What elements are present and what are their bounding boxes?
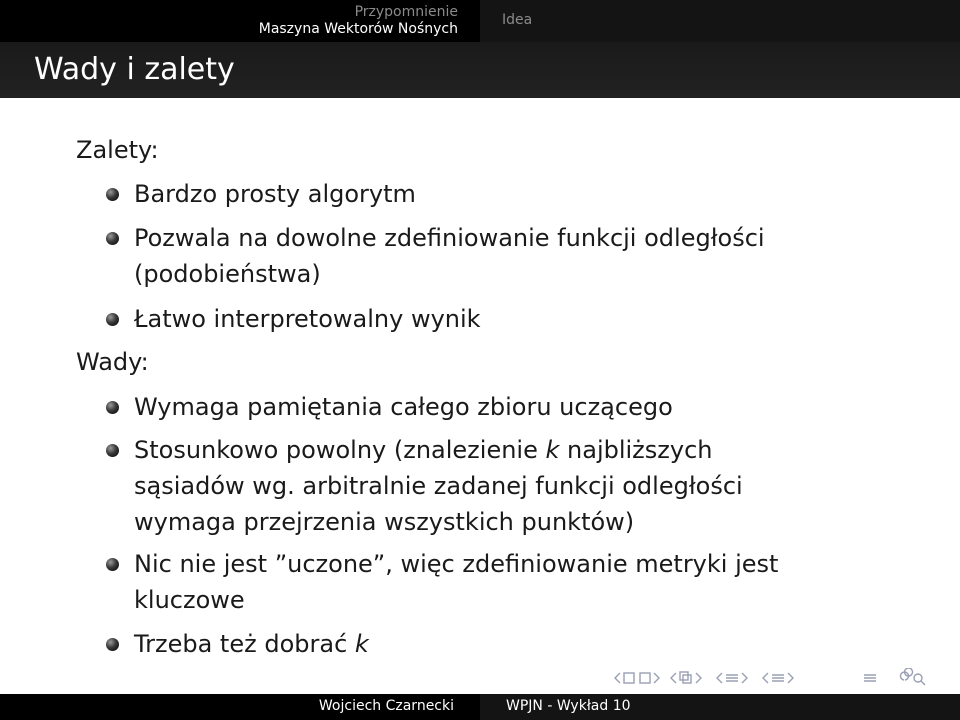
slide-content <box>0 98 960 688</box>
frame-prev-icon[interactable] <box>615 673 634 683</box>
list-item: Trzeba też dobrać k <box>106 626 826 662</box>
beamer-navigation-symbols <box>612 668 952 688</box>
frame-title: Wady i zalety <box>34 52 235 87</box>
pros-label: Zalety: <box>76 136 159 164</box>
list-item: Łatwo interpretowalny wynik <box>106 301 826 337</box>
subsection-prev-icon[interactable] <box>671 672 691 683</box>
bullet-icon <box>106 401 119 414</box>
bullet-icon <box>106 444 119 457</box>
top-navigation-bar <box>0 0 960 42</box>
section-navigation <box>0 0 480 42</box>
bullet-icon <box>106 313 119 326</box>
footer-author-box <box>0 694 480 720</box>
list-item: Bardzo prosty algorytm <box>106 176 826 212</box>
footer-course-box <box>480 694 960 720</box>
italic-math-text: Stosunkowo powolny (znalezienie k najbliższych sąsiadów wg. arbitralnie zadanej funkcji odległości wymaga przejrzenia wszystkich punktów) <box>134 436 743 536</box>
nav-subsection-idea[interactable]: Idea <box>502 12 533 28</box>
bullet-icon <box>106 638 119 651</box>
bullet-icon <box>106 232 119 245</box>
subsection-next-icon[interactable] <box>696 673 701 683</box>
list-item: Pozwala na dowolne zdefiniowanie funkcji odległości (podobieństwa) <box>106 220 826 292</box>
section-prev-icon[interactable] <box>717 673 738 683</box>
align-icon[interactable] <box>864 675 876 681</box>
cons-label: Wady: <box>76 348 149 376</box>
list-item: Wymaga pamiętania całego zbioru uczącego <box>106 389 826 425</box>
nav-section-current[interactable]: Maszyna Wektorów Nośnych <box>258 21 458 37</box>
footer-author: Wojciech Czarnecki <box>318 698 454 714</box>
subsection-list-next-icon[interactable] <box>788 673 793 683</box>
nav-section-przypomnienie[interactable]: Przypomnienie <box>354 4 458 20</box>
subsection-list-prev-icon[interactable] <box>763 673 784 683</box>
frame-next-icon[interactable] <box>640 673 659 683</box>
frame-title-bar <box>0 42 960 98</box>
list-item <box>106 432 826 540</box>
bullet-icon <box>106 188 119 201</box>
footer-bar <box>0 694 960 720</box>
search-icon[interactable] <box>901 668 926 685</box>
list-item: Nic nie jest ”uczone”, więc zdefiniowanie metryki jest kluczowe <box>106 546 826 618</box>
bullet-icon <box>106 558 119 571</box>
section-next-icon[interactable] <box>742 673 747 683</box>
footer-course: WPJN - Wykład 10 <box>506 698 631 714</box>
subsection-navigation <box>480 0 960 42</box>
